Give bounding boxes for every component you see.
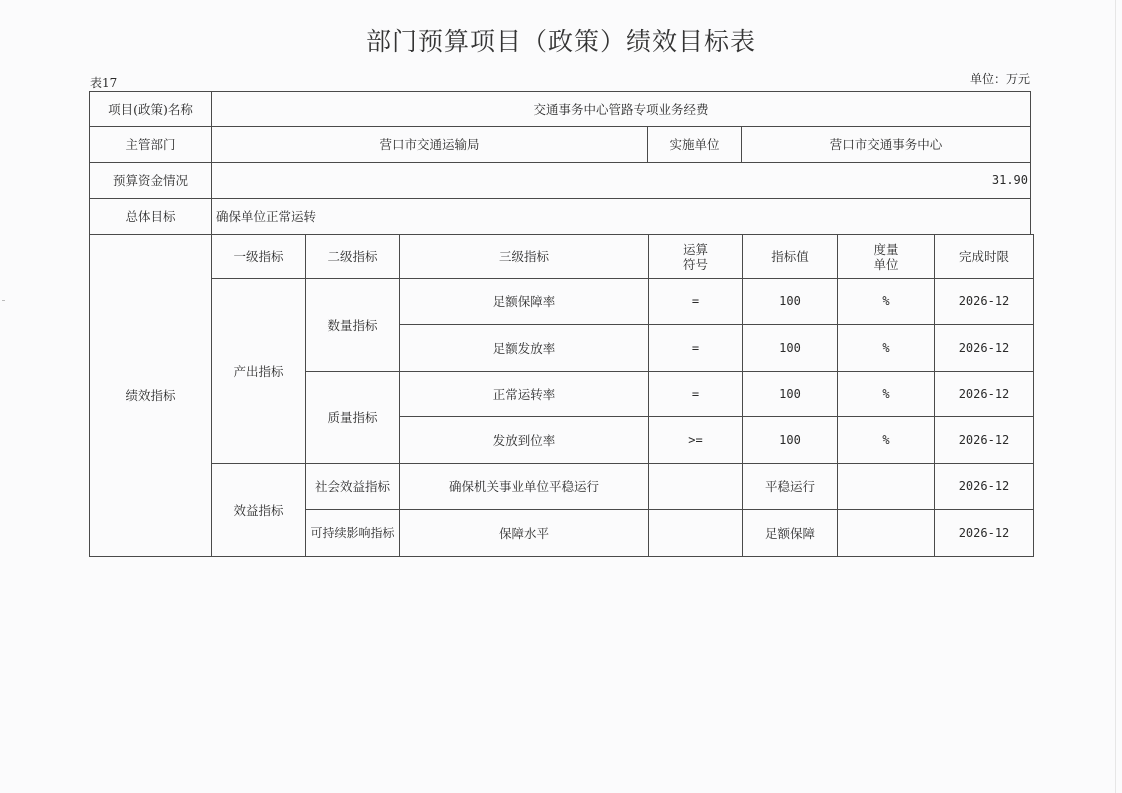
indicator-operator: = bbox=[648, 324, 743, 372]
indicator-operator bbox=[648, 463, 743, 510]
indicator-operator: >= bbox=[648, 416, 743, 464]
output-indicator-label: 产出指标 bbox=[211, 278, 306, 464]
indicator-unit: % bbox=[837, 371, 935, 417]
header-level3: 三级指标 bbox=[399, 234, 649, 279]
indicator-deadline: 2026-12 bbox=[934, 324, 1034, 372]
indicator-operator: = bbox=[648, 278, 743, 325]
indicator-name: 发放到位率 bbox=[399, 416, 649, 464]
performance-target-table bbox=[89, 91, 1034, 557]
indicator-unit: % bbox=[837, 416, 935, 464]
indicator-value: 100 bbox=[742, 278, 838, 325]
indicator-deadline: 2026-12 bbox=[934, 371, 1034, 417]
indicator-name: 保障水平 bbox=[399, 509, 649, 557]
indicator-name: 足额保障率 bbox=[399, 278, 649, 325]
benefit-level2: 社会效益指标 bbox=[305, 463, 400, 510]
unit-label: 单位：万元 bbox=[969, 72, 1030, 86]
header-value: 指标值 bbox=[742, 234, 838, 279]
indicator-deadline: 2026-12 bbox=[934, 416, 1034, 464]
goal-label: 总体目标 bbox=[89, 198, 212, 235]
indicator-value: 平稳运行 bbox=[742, 463, 838, 510]
indicator-name: 足额发放率 bbox=[399, 324, 649, 372]
scan-edge-mark bbox=[2, 300, 5, 301]
quantity-indicator-label: 数量指标 bbox=[305, 278, 400, 372]
indicator-operator bbox=[648, 509, 743, 557]
budget-label: 预算资金情况 bbox=[89, 162, 212, 199]
header-deadline: 完成时限 bbox=[934, 234, 1034, 279]
quality-indicator-label: 质量指标 bbox=[305, 371, 400, 464]
indicator-unit: % bbox=[837, 324, 935, 372]
indicator-name: 确保机关事业单位平稳运行 bbox=[399, 463, 649, 510]
indicator-operator: = bbox=[648, 371, 743, 417]
header-level2: 二级指标 bbox=[305, 234, 400, 279]
indicators-section-label: 绩效指标 bbox=[89, 234, 212, 557]
indicator-name: 正常运转率 bbox=[399, 371, 649, 417]
project-name-label: 项目(政策)名称 bbox=[89, 91, 212, 127]
scan-edge-line bbox=[1115, 0, 1116, 793]
project-name-value: 交通事务中心管路专项业务经费 bbox=[211, 91, 1031, 127]
header-operator: 运算 符号 bbox=[648, 234, 743, 279]
indicator-unit bbox=[837, 463, 935, 510]
indicator-deadline: 2026-12 bbox=[934, 463, 1034, 510]
impl-value: 营口市交通事务中心 bbox=[741, 126, 1031, 163]
goal-value: 确保单位正常运转 bbox=[211, 198, 1031, 235]
header-unit: 度量 单位 bbox=[837, 234, 935, 279]
indicator-deadline: 2026-12 bbox=[934, 509, 1034, 557]
indicator-deadline: 2026-12 bbox=[934, 278, 1034, 325]
indicator-unit bbox=[837, 509, 935, 557]
dept-label: 主管部门 bbox=[89, 126, 212, 163]
dept-value: 营口市交通运输局 bbox=[211, 126, 648, 163]
budget-value: 31.90 bbox=[211, 162, 1031, 199]
benefit-level2: 可持续影响指标 bbox=[305, 509, 400, 557]
indicator-unit: % bbox=[837, 278, 935, 325]
indicator-value: 100 bbox=[742, 324, 838, 372]
header-level1: 一级指标 bbox=[211, 234, 306, 279]
indicator-value: 足额保障 bbox=[742, 509, 838, 557]
benefit-indicator-label: 效益指标 bbox=[211, 463, 306, 557]
page-title: 部门预算项目（政策）绩效目标表 bbox=[365, 27, 756, 56]
indicator-value: 100 bbox=[742, 371, 838, 417]
impl-label: 实施单位 bbox=[647, 126, 742, 163]
table-number: 表17 bbox=[90, 76, 118, 90]
indicator-value: 100 bbox=[742, 416, 838, 464]
